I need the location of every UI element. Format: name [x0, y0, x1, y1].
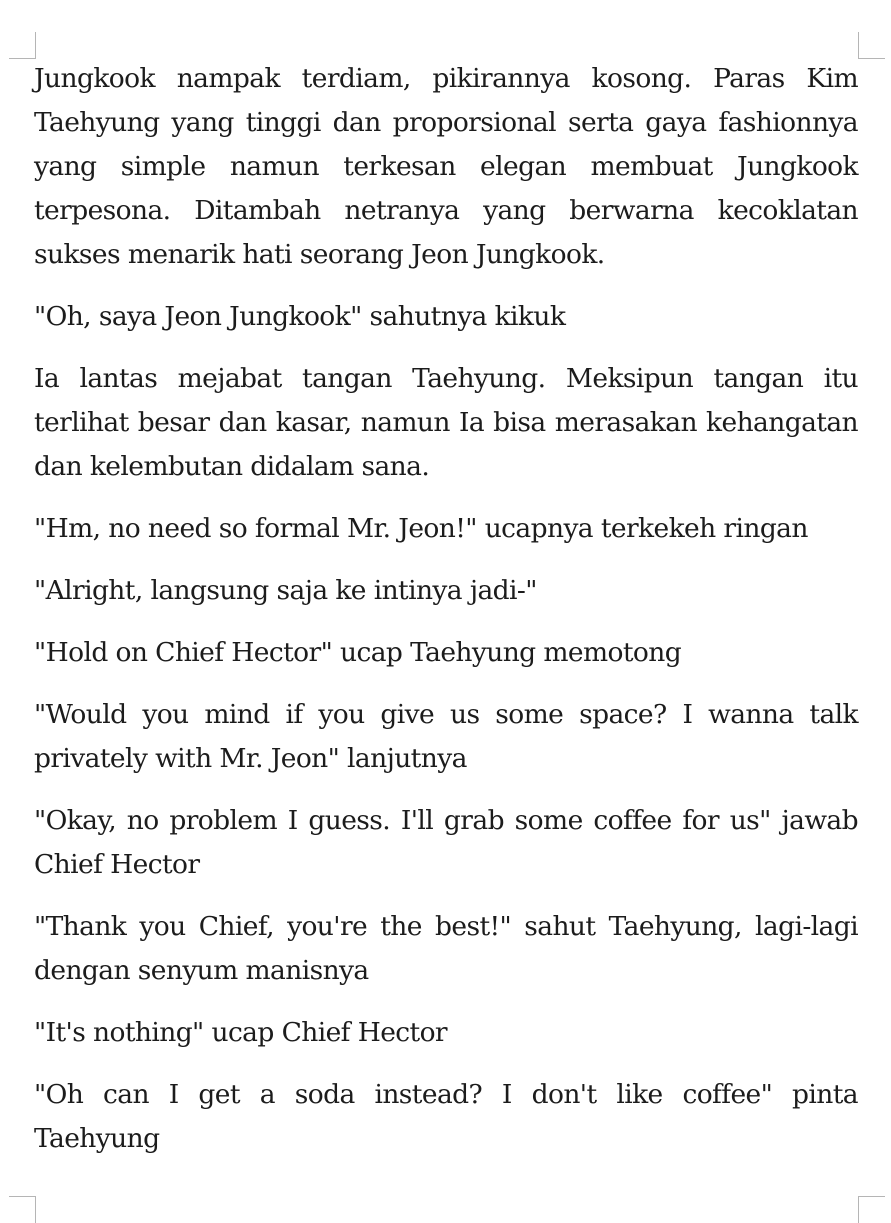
paragraph: "Thank you Chief, you're the best!" sahut Taehyung, lagi-lagi dengan senyum manisnya — [34, 911, 858, 986]
crop-mark-top-left — [9, 32, 36, 59]
crop-mark-bottom-left — [9, 1196, 36, 1223]
paragraph: "Hold on Chief Hector" ucap Taehyung memotong — [34, 637, 682, 668]
paragraph: Ia lantas mejabat tangan Taehyung. Meksipun tangan itu terlihat besar dan kasar, namun Ia bisa merasakan kehangatan dan kelembutan didalam sana. — [34, 363, 858, 482]
document-body — [34, 57, 858, 1179]
paragraph: "Alright, langsung saja ke intinya jadi-" — [34, 575, 537, 606]
paragraph: "Hm, no need so formal Mr. Jeon!" ucapnya terkekeh ringan — [34, 513, 808, 544]
paragraph: "Oh, saya Jeon Jungkook" sahutnya kikuk — [34, 301, 566, 332]
crop-mark-bottom-right — [858, 1196, 885, 1223]
paragraph: "Would you mind if you give us some space? I wanna talk privately with Mr. Jeon" lanjutnya — [34, 699, 858, 774]
paragraph: "It's nothing" ucap Chief Hector — [34, 1017, 448, 1048]
paragraph: "Oh can I get a soda instead? I don't like coffee" pinta Taehyung — [34, 1079, 858, 1154]
crop-mark-top-right — [858, 32, 885, 59]
paragraph: "Okay, no problem I guess. I'll grab some coffee for us" jawab Chief Hector — [34, 805, 858, 880]
paragraph: Jungkook nampak terdiam, pikirannya kosong. Paras Kim Taehyung yang tinggi dan proporsional serta gaya fashionnya yang simple namun terkesan elegan membuat Jungkook terpesona. Ditambah netranya yang berwarna kecoklatan sukses menarik hati seorang Jeon Jungkook. — [34, 63, 858, 270]
